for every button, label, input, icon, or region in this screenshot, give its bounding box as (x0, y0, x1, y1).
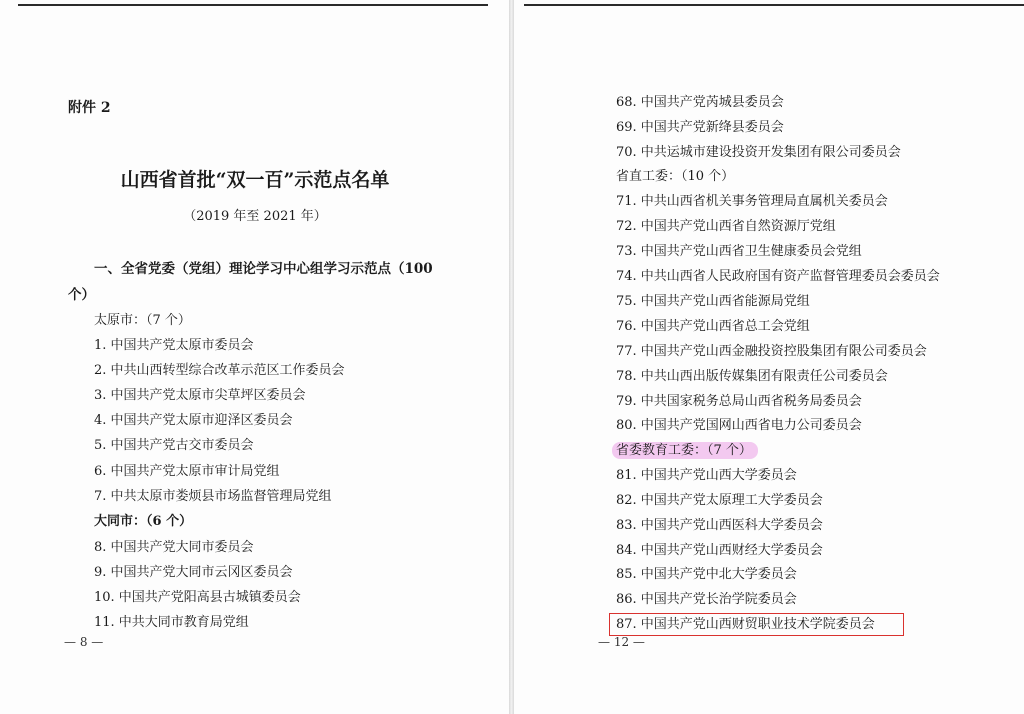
list-item: 70. 中共运城市建设投资开发集团有限公司委员会 (616, 145, 901, 160)
list-item: 10. 中国共产党阳高县古城镇委员会 (94, 590, 301, 605)
highlight-mark: 省委教育工委：（7 个） (612, 442, 758, 459)
list-item: 2. 中共山西转型综合改革示范区工作委员会 (94, 363, 345, 378)
left-page (0, 0, 510, 714)
list-item: 78. 中共山西出版传媒集团有限责任公司委员会 (616, 369, 888, 384)
list-item: 77. 中国共产党山西金融投资控股集团有限公司委员会 (616, 344, 927, 359)
list-item: 82. 中国共产党太原理工大学委员会 (616, 493, 823, 508)
list-item: 1. 中国共产党太原市委员会 (94, 338, 254, 353)
list-item: 7. 中共太原市娄烦县市场监督管理局党组 (94, 489, 332, 504)
list-item: 81. 中国共产党山西大学委员会 (616, 468, 797, 483)
list-item: 75. 中国共产党山西省能源局党组 (616, 294, 810, 309)
top-rule (18, 4, 488, 6)
list-item: 5. 中国共产党古交市委员会 (94, 438, 254, 453)
document-subtitle: （2019 年至 2021 年） (183, 209, 327, 224)
group-heading-provincial: 省直工委：（10 个） (616, 169, 735, 184)
list-item: 9. 中国共产党大同市云冈区委员会 (94, 565, 293, 580)
section-heading-line2: 个） (68, 287, 95, 303)
list-item: 6. 中国共产党太原市审计局党组 (94, 464, 280, 479)
group-heading-taiyuan: 太原市：（7 个） (94, 313, 191, 328)
list-item: 4. 中国共产党太原市迎泽区委员会 (94, 413, 293, 428)
list-item: 3. 中国共产党太原市尖草坪区委员会 (94, 388, 306, 403)
list-item: 74. 中共山西省人民政府国有资产监督管理委员会委员会 (616, 269, 940, 284)
list-item: 86. 中国共产党长治学院委员会 (616, 592, 797, 607)
list-item: 71. 中共山西省机关事务管理局直属机关委员会 (616, 194, 888, 209)
list-item: 80. 中国共产党国网山西省电力公司委员会 (616, 418, 862, 433)
list-item: 85. 中国共产党中北大学委员会 (616, 567, 797, 582)
list-item: 73. 中国共产党山西省卫生健康委员会党组 (616, 244, 862, 259)
section-heading-line1: 一、全省党委（党组）理论学习中心组学习示范点（100 (94, 261, 433, 277)
list-item: 11. 中共大同市教育局党组 (94, 615, 249, 630)
top-rule (524, 4, 1024, 6)
boxed-list-item (616, 617, 903, 633)
list-item: 72. 中国共产党山西省自然资源厅党组 (616, 219, 836, 234)
list-item: 83. 中国共产党山西医科大学委员会 (616, 518, 823, 533)
list-item: 68. 中国共产党芮城县委员会 (616, 95, 784, 110)
attachment-label: 附件 2 (68, 100, 111, 116)
group-heading-education-highlighted (616, 443, 758, 459)
list-item: 69. 中国共产党新绛县委员会 (616, 120, 784, 135)
list-item: 76. 中国共产党山西省总工会党组 (616, 319, 810, 334)
group-heading-datong: 大同市：（6 个） (94, 514, 193, 529)
red-box-annotation: 87. 中国共产党山西财贸职业技术学院委员会 (610, 614, 903, 635)
list-item: 84. 中国共产党山西财经大学委员会 (616, 543, 823, 558)
document-title: 山西省首批“双一百”示范点名单 (120, 169, 390, 191)
page-number: — 12 — (598, 635, 645, 649)
list-item: 8. 中国共产党大同市委员会 (94, 540, 254, 555)
page-number: — 8 — (64, 635, 104, 649)
list-item: 79. 中共国家税务总局山西省税务局委员会 (616, 394, 862, 409)
right-page (514, 0, 1024, 714)
